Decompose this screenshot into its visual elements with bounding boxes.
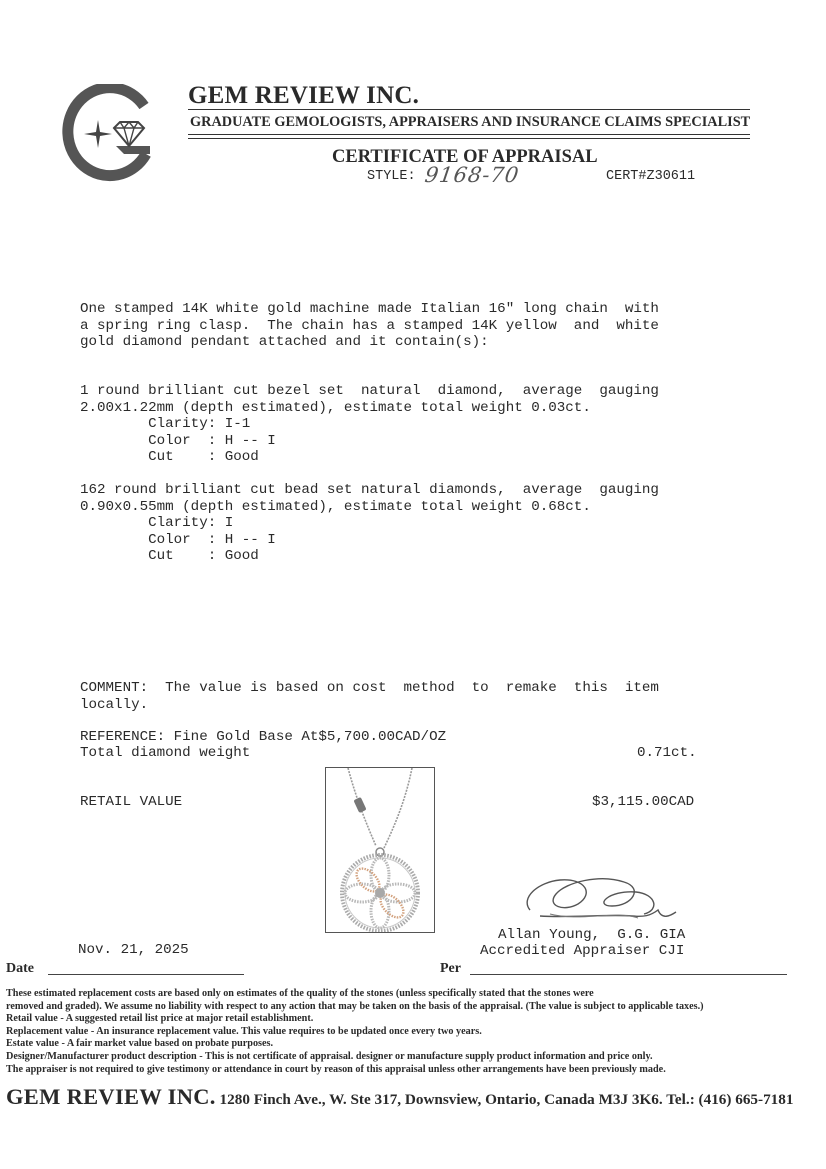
appraisal-date: Nov. 21, 2025	[78, 942, 189, 958]
item-description: One stamped 14K white gold machine made Italian 16" long chain with a spring ring clasp. The chain has a stamped 14K yellow and white gold diamond pendant attached and it contain(s):	[80, 301, 659, 350]
reference: REFERENCE: Fine Gold Base At$5,700.00CAD/OZ	[80, 729, 447, 745]
appraiser-title: Accredited Appraiser CJI	[480, 943, 685, 959]
company-name: GEM REVIEW INC.	[188, 82, 420, 109]
per-line	[470, 974, 787, 975]
pendant-photo	[325, 767, 435, 933]
retail-value-amount: $3,115.00CAD	[592, 794, 695, 810]
disclaimer-line: Estate value - A fair market value based on probate purposes.	[6, 1038, 274, 1050]
retail-value-label: RETAIL VALUE	[80, 794, 183, 810]
comment: COMMENT: The value is based on cost method to remake this item locally.	[80, 680, 659, 713]
style-value: 9168-70	[423, 163, 521, 187]
disclaimer-line: Designer/Manufacturer product description - This is not certificate of appraisal. designer or manufacture supply product information and price only.	[6, 1050, 653, 1062]
disclaimer-line: Replacement value - An insurance replacement value. This value requires to be updated once every two years.	[6, 1025, 482, 1037]
appraiser-signature	[520, 870, 690, 932]
company-logo-icon	[58, 84, 154, 186]
date-label: Date	[6, 961, 34, 976]
disclaimer-line: Retail value - A suggested retail list price at major retail establishment.	[6, 1013, 314, 1025]
footer-address: 1280 Finch Ave., W. Ste 317, Downsview, Ontario, Canada M3J 3K6. Tel.: (416) 665-7181	[215, 1091, 794, 1108]
total-weight-label: Total diamond weight	[80, 745, 251, 761]
per-label: Per	[440, 961, 461, 976]
disclaimer-line: The appraiser is not required to give testimony or attendance in court by reason of this appraisal unless other arrangements have been previously made.	[6, 1063, 666, 1075]
header-rule	[188, 138, 750, 139]
stone-description: 162 round brilliant cut bead set natural diamonds, average gauging 0.90x0.55mm (depth estimated), estimate total weight 0.68ct. Clarity: I Color : H -- I Cut : Good	[80, 482, 659, 564]
style-label: STYLE:	[367, 169, 416, 184]
header-rule	[188, 109, 750, 110]
stone-description: 1 round brilliant cut bezel set natural diamond, average gauging 2.00x1.22mm (depth estimated), estimate total weight 0.03ct. Clarity: I-1 Color : H -- I Cut : Good	[80, 383, 659, 465]
footer	[6, 1084, 793, 1110]
disclaimer	[6, 988, 821, 1076]
certificate-number: CERT#Z30611	[606, 169, 696, 184]
date-line	[48, 974, 244, 975]
total-weight-value: 0.71ct.	[637, 745, 697, 761]
appraiser-name: Allan Young, G.G. GIA	[498, 927, 686, 943]
certificate-title: CERTIFICATE OF APPRAISAL	[332, 147, 598, 167]
disclaimer-line: These estimated replacement costs are based only on estimates of the quality of the stones (unless specifically stated that the stones were	[6, 988, 594, 999]
company-tagline: GRADUATE GEMOLOGISTS, APPRAISERS AND INSURANCE CLAIMS SPECIALIST	[190, 114, 751, 130]
footer-company-name: GEM REVIEW INC.	[6, 1084, 216, 1109]
header-rule	[188, 134, 750, 135]
disclaimer-line: removed and graded). We assume no liability with respect to any action that may be taken on the basis of the appraisal. (The value is subject to applicable taxes.)	[6, 1000, 704, 1012]
